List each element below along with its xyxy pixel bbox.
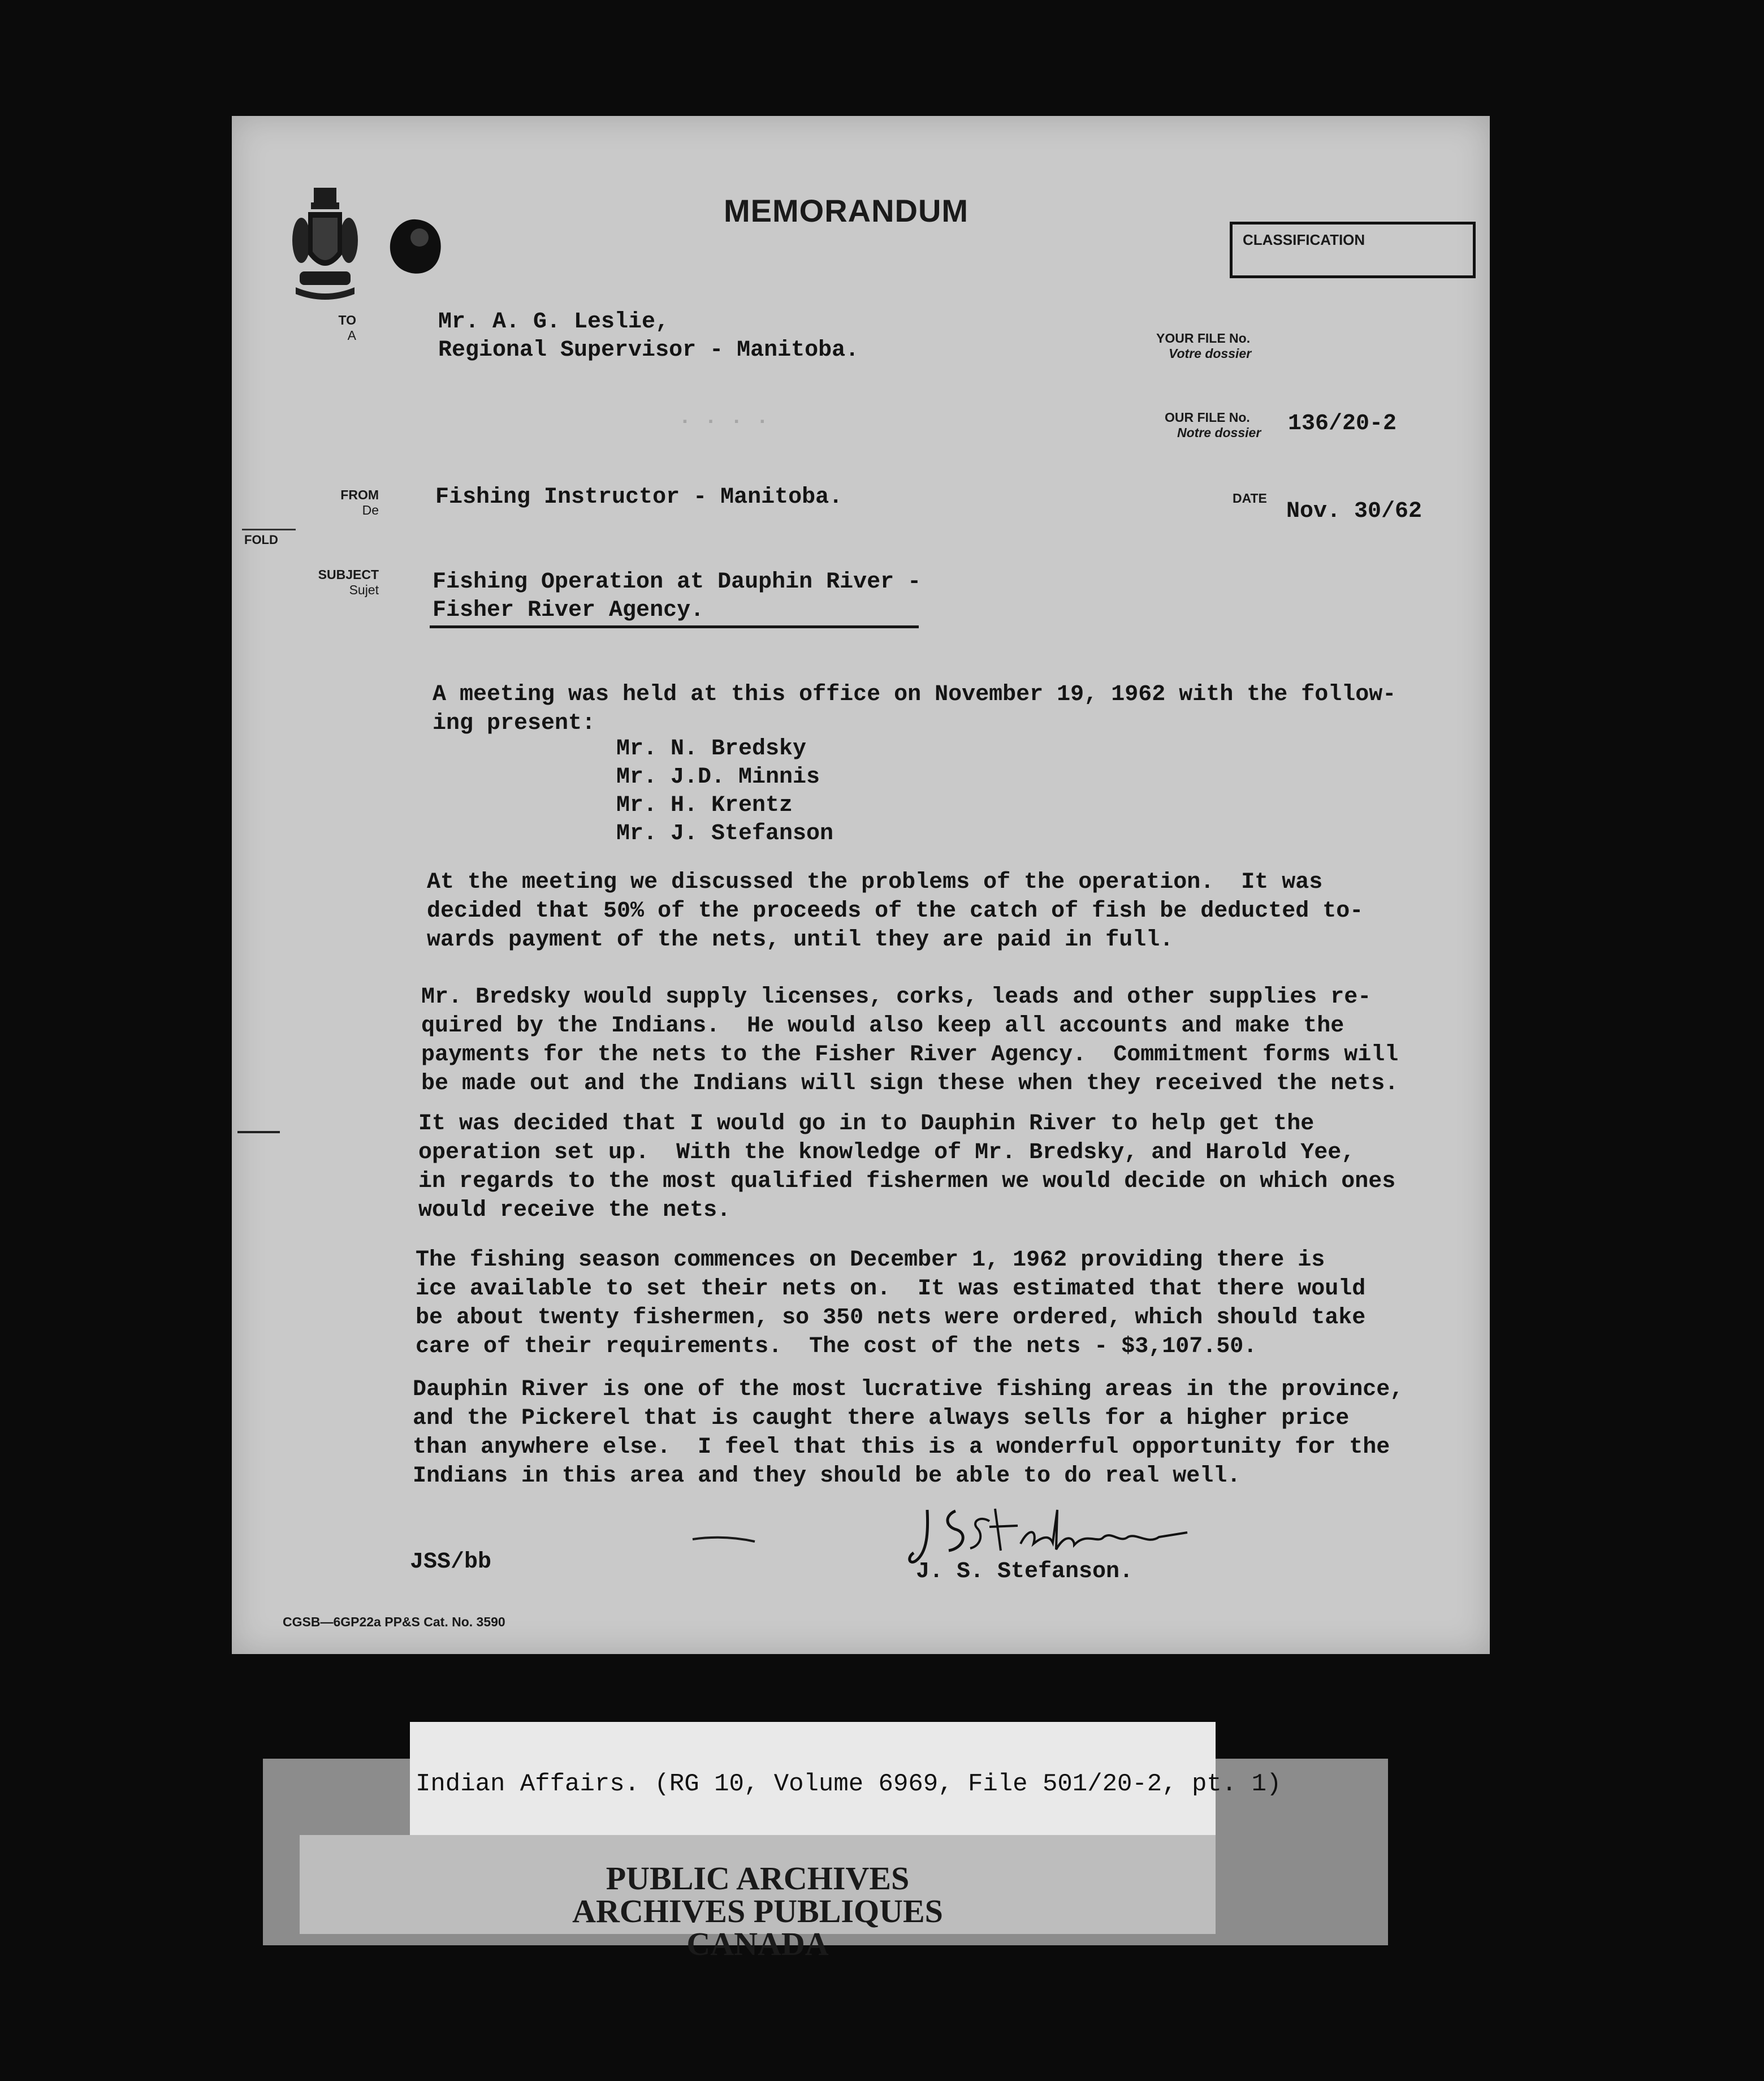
body-paragraph [427,868,1425,955]
text-line: be about twenty fishermen, so 350 nets were ordered, which should take [416,1305,1366,1331]
attendee-list [616,735,833,848]
body-paragraph [416,1246,1413,1361]
our-file-value: 136/20-2 [1288,411,1397,437]
memo-title: MEMORANDUM [724,193,969,228]
typist-initials: JSS/bb [410,1549,492,1575]
text-line: At the meeting we discussed the problems of the operation. It was [427,870,1323,895]
subject-value [433,568,921,625]
your-file-label-fr: Votre dossier [1169,346,1252,361]
text-line: quired by the Indians. He would also keep all accounts and make the [421,1013,1344,1039]
date-label: DATE [1233,491,1267,506]
bleed-through-mark: · · · · [678,410,769,434]
typed-signature: J. S. Stefanson. [916,1559,1134,1585]
coat-of-arms-icon [291,187,359,303]
slip-reference: Indian Affairs. (RG 10, Volume 6969, File 501/20-2, pt. 1) [416,1770,1282,1798]
text-line: would receive the nets. [418,1198,731,1223]
subject-line: Fisher River Agency. [433,598,704,623]
from-value: Fishing Instructor - Manitoba. [435,485,843,510]
subject-line: Fishing Operation at Dauphin River - [433,569,922,595]
text-line: ing present: [433,711,596,736]
our-file-label-fr: Notre dossier [1177,425,1261,440]
margin-dash [237,1131,280,1133]
classification-label: CLASSIFICATION [1243,231,1365,248]
body-paragraph [418,1109,1416,1225]
body-paragraph [421,983,1419,1098]
text-line: Mr. Bredsky would supply licenses, corks, leads and other supplies re- [421,985,1372,1010]
to-label-fr: A [347,328,356,343]
subject-label: SUBJECT [318,567,379,582]
your-file-label: YOUR FILE No. [1156,331,1251,346]
text-line: ice available to set their nets on. It was estimated that there would [416,1276,1366,1302]
form-number: CGSB—6GP22a PP&S Cat. No. 3590 [283,1614,505,1629]
our-file-label-block [1165,410,1261,441]
text-line: The fishing season commences on December 1, 1962 providing there is [416,1247,1325,1273]
text-line: It was decided that I would go in to Dauphin River to help get the [418,1111,1315,1137]
archives-stamp [300,1862,1216,1961]
text-line: Dauphin River is one of the most lucrative fishing areas in the province, [413,1377,1404,1402]
from-label-fr: De [362,503,379,517]
text-line: be made out and the Indians will sign these when they received the nets. [421,1071,1399,1096]
attendee: Mr. J.D. Minnis [616,765,820,790]
from-label-block [322,487,379,518]
text-line: than anywhere else. I feel that this is a wonderful opportunity for the [413,1435,1390,1460]
stamp-line: PUBLIC ARCHIVES [606,1860,910,1897]
text-line: wards payment of the nets, until they are paid in full. [427,927,1174,953]
text-line: Indians in this area and they should be able to do real well. [413,1463,1241,1489]
text-line: A meeting was held at this office on November 19, 1962 with the follow- [433,682,1396,707]
text-line: and the Pickerel that is caught there always sells for a higher price [413,1406,1350,1431]
text-line: in regards to the most qualified fishermen we would decide on which ones [418,1169,1396,1194]
classification-box [1230,222,1476,278]
date-value: Nov. 30/62 [1286,499,1423,524]
to-line: Regional Supervisor - Manitoba. [438,338,859,363]
archive-stamp-panel [300,1835,1216,1962]
subject-label-block [305,567,379,598]
text-line: payments for the nets to the Fisher River Agency. Commitment forms will [421,1042,1399,1068]
text-line: decided that 50% of the proceeds of the catch of fish be deducted to- [427,899,1364,924]
text-line: care of their requirements. The cost of the nets - $3,107.50. [416,1334,1257,1359]
fold-label: FOLD [244,533,278,547]
our-file-label: OUR FILE No. [1165,410,1250,425]
to-label-block [322,313,356,343]
attendee: Mr. J. Stefanson [616,821,834,847]
text-line: operation set up. With the knowledge of Mr. Bredsky, and Harold Yee, [418,1140,1355,1165]
your-file-label-block [1156,331,1251,361]
attendee: Mr. H. Krentz [616,793,793,818]
stamp-line: CANADA [686,1925,829,1962]
subject-underline [430,625,919,628]
body-paragraph [413,1375,1411,1491]
subject-label-fr: Sujet [349,582,379,597]
to-recipient [438,308,859,365]
pen-stroke [690,1527,758,1549]
to-line: Mr. A. G. Leslie, [438,309,669,335]
stain-mark [384,215,447,280]
stamp-line: ARCHIVES PUBLIQUES [572,1893,943,1929]
attendee: Mr. N. Bredsky [616,736,807,762]
from-label: FROM [340,487,379,502]
fold-line [242,529,296,530]
to-label: TO [338,313,356,327]
intro-paragraph [433,680,1430,738]
